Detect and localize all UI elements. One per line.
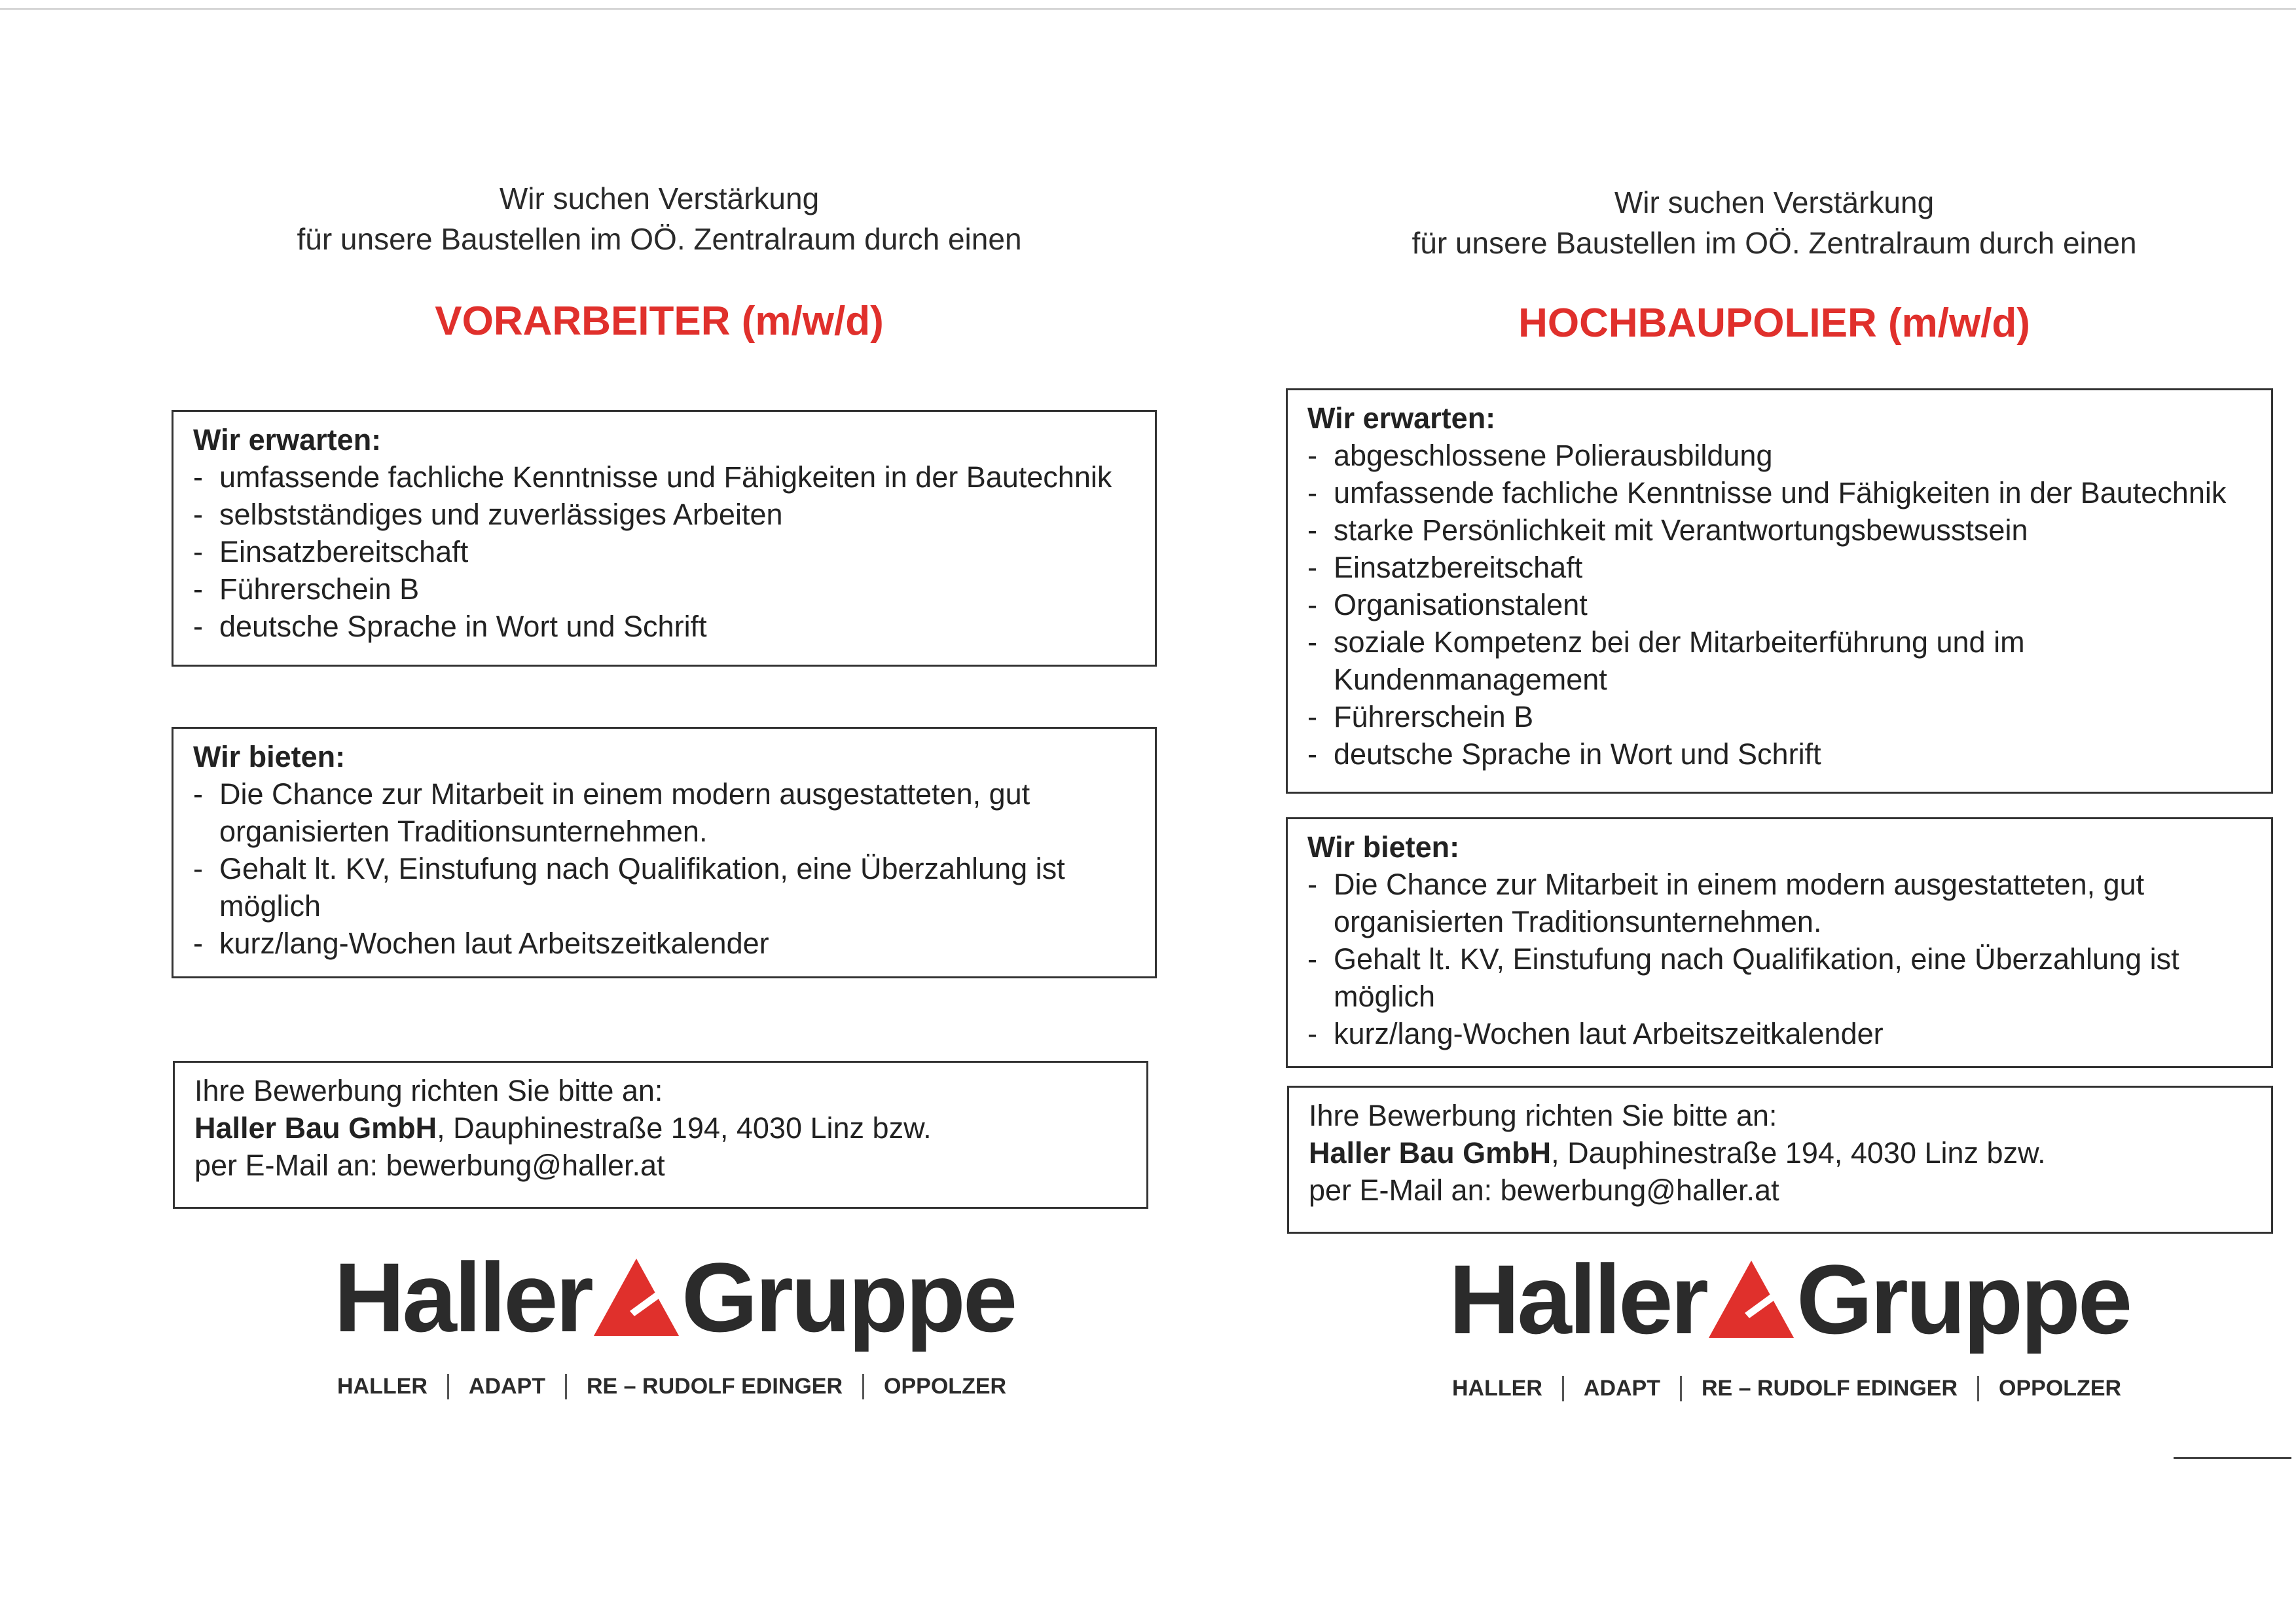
contact-email-line — [194, 1147, 1127, 1184]
list-item: - abgeschlossene Polierausbildung — [1307, 437, 2251, 474]
intro-line-2: für unsere Baustellen im OÖ. Zentralraum durch einen — [297, 222, 1022, 256]
offers-list — [193, 775, 1135, 962]
list-item: - Gehalt lt. KV, Einstufung nach Qualifikation, eine Überzahlung ist möglich — [193, 850, 1135, 925]
contact-address — [1309, 1134, 2251, 1172]
list-item: - Gehalt lt. KV, Einstufung nach Qualifikation, eine Überzahlung ist möglich — [1307, 940, 2251, 1015]
offers-box — [1286, 817, 2273, 1068]
brand-haller: HALLER — [1452, 1376, 1542, 1401]
triangle-logo-icon — [594, 1259, 679, 1337]
contact-box — [173, 1061, 1148, 1209]
intro-text — [1277, 182, 2272, 263]
intro-line-2: für unsere Baustellen im OÖ. Zentralraum durch einen — [1412, 226, 2137, 260]
list-item: - Die Chance zur Mitarbeit in einem modern ausgestatteten, gut organisierten Traditionsunternehmen. — [1307, 866, 2251, 940]
expectations-list — [1307, 437, 2251, 773]
address: , Dauphinestraße 194, 4030 Linz bzw. — [437, 1111, 932, 1145]
job-title: VORARBEITER (m/w/d) — [435, 299, 884, 344]
brand-list — [1452, 1376, 2121, 1401]
brand-adapt: ADAPT — [1562, 1376, 1680, 1401]
expectations-box — [1286, 388, 2273, 794]
brand-adapt: ADAPT — [447, 1374, 565, 1399]
company-name: Haller Bau GmbH — [1309, 1136, 1552, 1170]
intro-text — [162, 178, 1157, 259]
contact-box — [1287, 1086, 2273, 1234]
list-item: - starke Persönlichkeit mit Verantwortungsbewusstsein — [1307, 511, 2251, 549]
list-item: - umfassende fachliche Kenntnisse und Fähigkeiten in der Bautechnik — [193, 458, 1135, 496]
triangle-logo-icon — [1709, 1261, 1794, 1339]
list-item: - kurz/lang-Wochen laut Arbeitszeitkalender — [193, 925, 1135, 962]
list-item: - Führerschein B — [193, 570, 1135, 608]
expectations-heading: Wir erwarten: — [193, 423, 382, 456]
list-item: - Führerschein B — [1307, 698, 2251, 735]
list-item: - Organisationstalent — [1307, 586, 2251, 623]
brand-rudolf-edinger: RE – RUDOLF EDINGER — [1680, 1376, 1977, 1401]
scan-mark — [2174, 1457, 2291, 1459]
list-item: - Einsatzbereitschaft — [193, 533, 1135, 570]
intro-line-1: Wir suchen Verstärkung — [499, 181, 820, 215]
list-item: - kurz/lang-Wochen laut Arbeitszeitkalender — [1307, 1015, 2251, 1052]
offers-heading: Wir bieten: — [193, 740, 346, 773]
email-link[interactable]: bewerbung@haller.at — [1500, 1173, 1779, 1207]
brand-oppolzer: OPPOLZER — [1977, 1376, 2121, 1401]
contact-email-line — [1309, 1172, 2251, 1209]
logo-text-left: Haller — [334, 1242, 591, 1352]
contact-intro: Ihre Bewerbung richten Sie bitte an: — [1309, 1099, 1777, 1132]
scan-edge — [0, 8, 2296, 10]
brand-list — [337, 1374, 1006, 1399]
list-item: - soziale Kompetenz bei der Mitarbeiterführung und im Kundenmanagement — [1307, 623, 2251, 698]
expectations-heading: Wir erwarten: — [1307, 401, 1496, 435]
logo-text-left: Haller — [1449, 1244, 1706, 1354]
brand-oppolzer: OPPOLZER — [862, 1374, 1006, 1399]
logo-text-right: Gruppe — [1796, 1244, 2130, 1354]
contact-intro: Ihre Bewerbung richten Sie bitte an: — [194, 1074, 663, 1107]
list-item: - Einsatzbereitschaft — [1307, 549, 2251, 586]
haller-gruppe-logo — [334, 1241, 1015, 1354]
intro-line-1: Wir suchen Verstärkung — [1614, 185, 1935, 219]
email-link[interactable]: bewerbung@haller.at — [386, 1149, 665, 1182]
logo-text-right: Gruppe — [681, 1242, 1015, 1352]
company-name: Haller Bau GmbH — [194, 1111, 437, 1145]
email-prefix: per E-Mail an: — [1309, 1173, 1501, 1207]
expectations-list — [193, 458, 1135, 645]
offers-heading: Wir bieten: — [1307, 830, 1460, 864]
contact-address — [194, 1109, 1127, 1147]
expectations-box — [172, 410, 1157, 667]
offers-list — [1307, 866, 2251, 1052]
email-prefix: per E-Mail an: — [194, 1149, 386, 1182]
list-item: - deutsche Sprache in Wort und Schrift — [1307, 735, 2251, 773]
list-item: - deutsche Sprache in Wort und Schrift — [193, 608, 1135, 645]
job-title: HOCHBAUPOLIER (m/w/d) — [1518, 301, 2030, 346]
list-item: - selbstständiges und zuverlässiges Arbeiten — [193, 496, 1135, 533]
address: , Dauphinestraße 194, 4030 Linz bzw. — [1551, 1136, 2046, 1170]
offers-box — [172, 727, 1157, 978]
brand-rudolf-edinger: RE – RUDOLF EDINGER — [565, 1374, 862, 1399]
haller-gruppe-logo — [1449, 1243, 2130, 1356]
list-item: - Die Chance zur Mitarbeit in einem modern ausgestatteten, gut organisierten Traditionsunternehmen. — [193, 775, 1135, 850]
list-item: - umfassende fachliche Kenntnisse und Fähigkeiten in der Bautechnik — [1307, 474, 2251, 511]
brand-haller: HALLER — [337, 1374, 428, 1399]
